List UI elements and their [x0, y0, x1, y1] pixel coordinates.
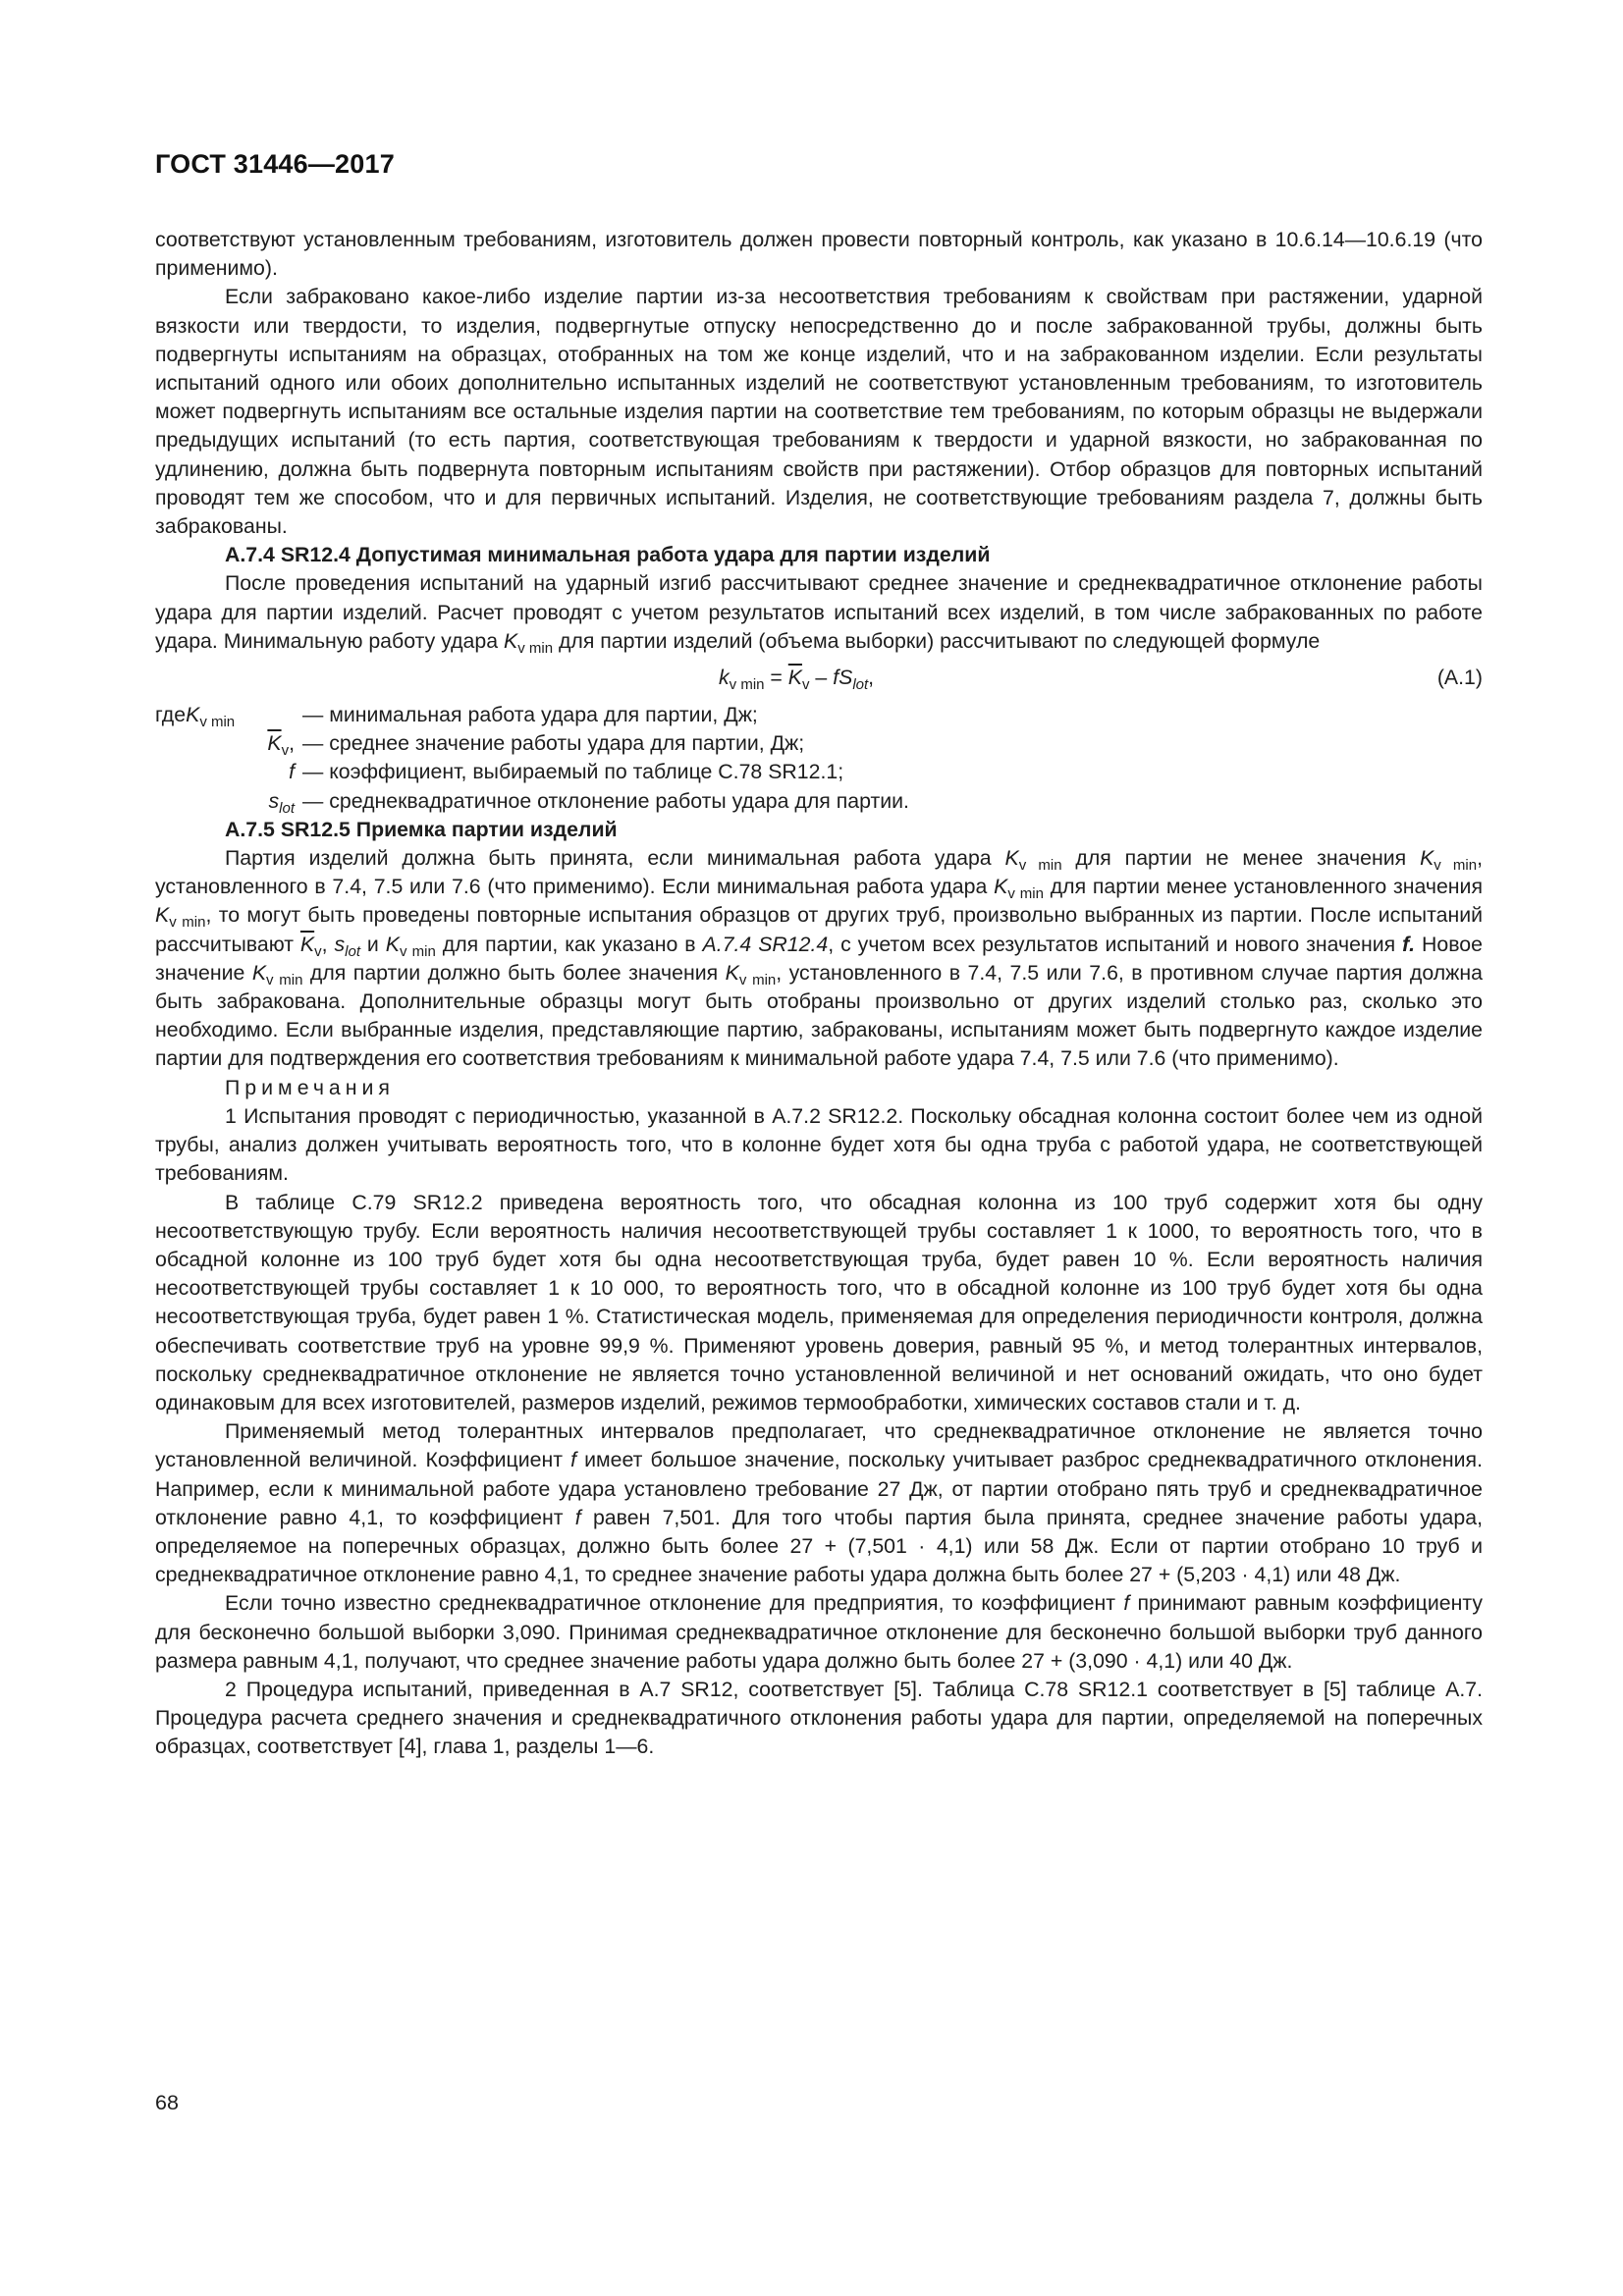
symbol-definitions [155, 701, 1483, 816]
formula-number: (А.1) [1436, 666, 1483, 690]
section-heading-a75: А.7.5 SR12.5 Приемка партии изделий [225, 817, 618, 841]
paragraph: После проведения испытаний на ударный изгиб рассчитывают среднее значение и среднеквадратичное отклонение работы удара для партии изделий. Расчет проводят с учетом результатов испытаний всех изделий, в том числе забракованных по работе удара. Минимальную работу удара $K_{v min}$ для партии изделий (объема выборки) рассчитывают по следующей формуле [155, 571, 1483, 657]
note-paragraph: Применяемый метод толерантных интервалов предполагает, что среднеквадратичное отклонение не является точно установленной величиной. Коэффициент f имеет большое значение, поскольку учитывает разброс среднеквадратичного отклонения. Например, если к минимальной работе удара установлено требование 27 Дж, от партии отобрано пять труб и среднеквадратичное отклонение равно 4,1, то коэффициент f равен 7,501. Для того чтобы партия была принята, среднее значение работы удара, определяемое на поперечных образцах, должно быть более 27 + (7,501 · 4,1) или 58 Дж. Если от партии отобрано 10 труб и среднеквадратичное отклонение равно 4,1, то среднее значение работы удара должна быть более 27 + (5,203 · 4,1) или 48 Дж. [155, 1419, 1484, 1587]
paragraph: соответствуют установленным требованиям, изготовитель должен провести повторный контроль, как указано в 10.6.14—10.6.19 (что применимо). [155, 228, 1483, 281]
formula-a1 [155, 656, 1483, 701]
paragraph: Партия изделий должна быть принята, если минимальная работа удара $K_{v min}$ для партии не менее значения $K_{v min}$, установленного в 7.4, 7.5 или 7.6 (что применимо). Если минимальная работа удара $K_{v min}$ для партии менее установленного значения $K_{v min}$, то могут быть проведены повторные испытания образцов от других труб, произвольно выбранных из партии. После испытаний рассчитывают $\overline{K}_v$, $s_{lot}$ и $K_{v min}$ для партии, как указано в А.7.4 SR12.4, с учетом всех результатов испытаний и нового значения f. Новое значение $K_{v min}$ для партии должно быть более значения $K_{v min}$, установленного в 7.4, 7.5 или 7.6, в противном случае партия должна быть забракована. Дополнительные образцы могут быть отобраны произвольно от других изделий столько раз, сколько это необходимо. Если выбранные изделия, представляющие партию, забракованы, испытаниям может быть подвергнуто каждое изделие партии для подтверждения его соответствия требованиям к минимальной работе удара 7.4, 7.5 или 7.6 (что применимо). [155, 846, 1484, 1071]
definition-row: $s_{lot}$ — среднеквадратичное отклонение работы удара для партии. [268, 788, 909, 817]
paragraph: Если забраковано какое-либо изделие партии из-за несоответствия требованиям к свойствам при растяжении, ударной вязкости или твердости, то изделия, подвергнутые отпуску непосредственно до и после забракованной трубы, должны быть подвергнуты испытаниям на образцах, отобранных на том же конце изделий, что и на забракованном изделии. Если результаты испытаний одного или обоих дополнительно испытанных изделий не соответствуют установленным требованиям, то изготовитель может подвергнуть испытаниям все остальные изделия партии на соответствие тем требованиям, по которым образцы не выдержали предыдущих испытаний (то есть партия, соответствующая требованиям к твердости и ударной вязкости, но забракованная по удлинению, должна быть подвернута повторным испытаниям свойств при растяжении). Отбор образцов для повторных испытаний проводят тем же способом, что и для первичных испытаний. Изделия, не соответствующие требованиям раздела 7, должны быть забракованы. [155, 285, 1483, 539]
note-paragraph: 2 Процедура испытаний, приведенная в А.7 SR12, соответствует [5]. Таблица С.78 SR12.1 соответствует в [5] таблице А.7. Процедура расчета среднего значения и среднеквадратичного отклонения работы удара для партии, определяемой на поперечных образцах, соответствует [4], глава 1, разделы 1—6. [155, 1677, 1483, 1759]
note-paragraph: 1 Испытания проводят с периодичностью, указанной в А.7.2 SR12.2. Поскольку обсадная колонна состоит более чем из одной трубы, анализ должен учитывать вероятность того, что в колонне будет хотя бы одна труба с работой удара, не соответствующей требованиям. [155, 1103, 1483, 1186]
definition-row: гдеK$_{v min}$ — минимальная работа удара для партии, Дж; [155, 703, 758, 731]
definition-row: $\overline{K}_v$, — среднее значение работы удара для партии, Дж; [267, 731, 805, 760]
note-paragraph: В таблице С.79 SR12.2 приведена вероятность того, что обсадная колонна из 100 труб содержит хотя бы одну несоответствующую трубу. Если вероятность наличия несоответствующей трубы составляет 1 к 1000, то вероятность того, что в обсадной колонне из 100 труб будет хотя бы одна несоответствующая труба, будет равен 10 %. Если вероятность наличия несоответствующей трубы составляет 1 к 10 000, то вероятность того, что в обсадной колонне из 100 труб будет хотя бы одна несоответствующая труба, будет равен 1 %. Статистическая модель, применяемая для определения периодичности контроля, должна обеспечивать соответствие труб на уровне 99,9 %. Применяют уровень доверия, равный 95 %, и метод толерантных интервалов, поскольку среднеквадратичное отклонение не является точно установленной величиной и нет оснований ожидать, что оно будет одинаковым для всех изготовителей, размеров изделий, режимов термообработки, химических составов стали и т. д. [155, 1190, 1483, 1415]
page-number: 68 [155, 2091, 179, 2114]
formula-expression: $k_{v min} = \overline{K}_v - fS_{lot}$, [719, 666, 875, 694]
note-paragraph: Если точно известно среднеквадратичное отклонение для предприятия, то коэффициент f принимают равным коэффициенту для бесконечно большой выборки 3,090. Принимая среднеквадратичное отклонение для бесконечно большой выборки труб данного размера равным 4,1, получают, что среднее значение работы удара должно быть более 27 + (3,090 · 4,1) или 40 Дж. [155, 1591, 1483, 1673]
notes-title: Примечания [225, 1075, 395, 1099]
section-heading-a74: А.7.4 SR12.4 Допустимая минимальная работа удара для партии изделий [225, 543, 991, 567]
document-body [155, 226, 1483, 1762]
document-header: ГОСТ 31446—2017 [155, 149, 395, 179]
definition-row: f — коэффициент, выбираемый по таблице С.78 SR12.1; [289, 760, 844, 784]
